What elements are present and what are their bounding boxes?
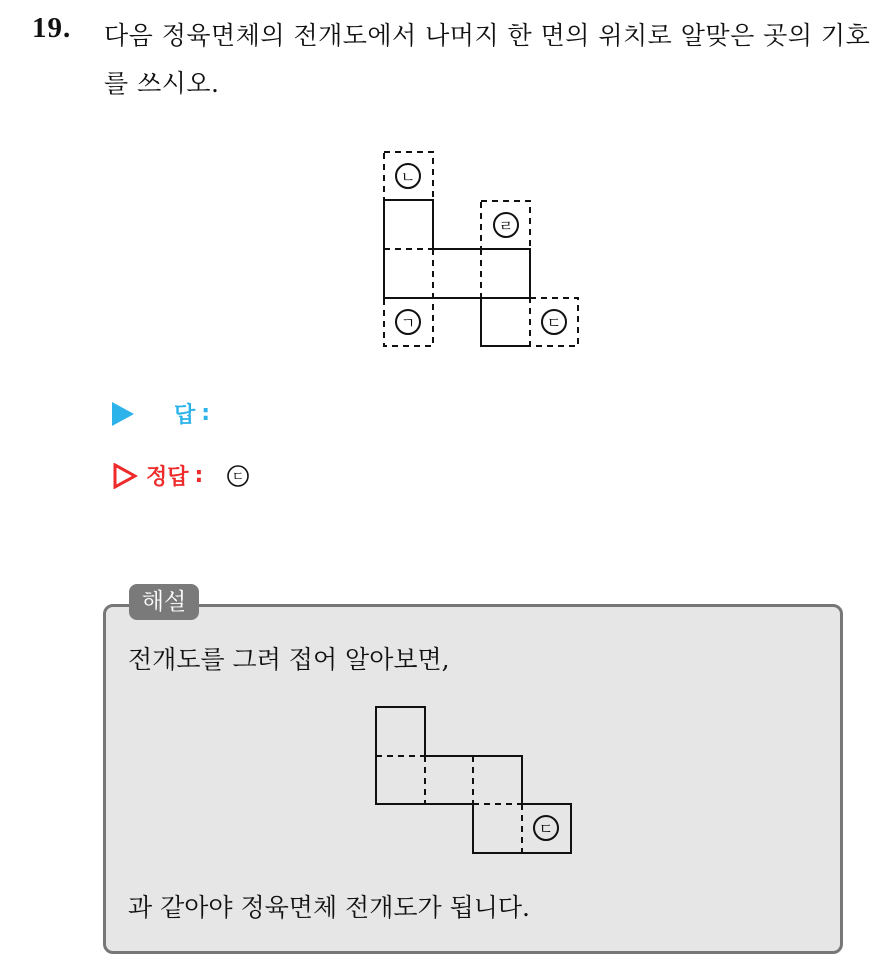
explanation-line1: 전개도를 그려 접어 알아보면, <box>128 645 450 674</box>
solution-label-d: ㄷ <box>538 820 554 838</box>
answer-label: 답 <box>174 403 196 428</box>
correct-answer-label: 정답 <box>146 465 189 490</box>
label-g: ㄱ <box>400 314 416 332</box>
correct-answer-value-text: ㄷ <box>232 469 245 485</box>
question-text: 다음 정육면체의 전개도에서 나머지 한 면의 위치로 알맞은 곳의 기호를 쓰시오. <box>104 21 871 98</box>
answer-colon: : <box>201 401 211 426</box>
correct-answer-colon: : <box>194 463 204 488</box>
label-r: ㄹ <box>498 217 514 235</box>
label-n: ㄴ <box>400 168 416 186</box>
question-number: 19. <box>32 12 72 44</box>
explanation-tag: 해설 <box>129 584 199 620</box>
explanation-line2: 과 같아야 정육면체 전개도가 됩니다. <box>128 893 530 922</box>
label-d: ㄷ <box>546 314 562 332</box>
